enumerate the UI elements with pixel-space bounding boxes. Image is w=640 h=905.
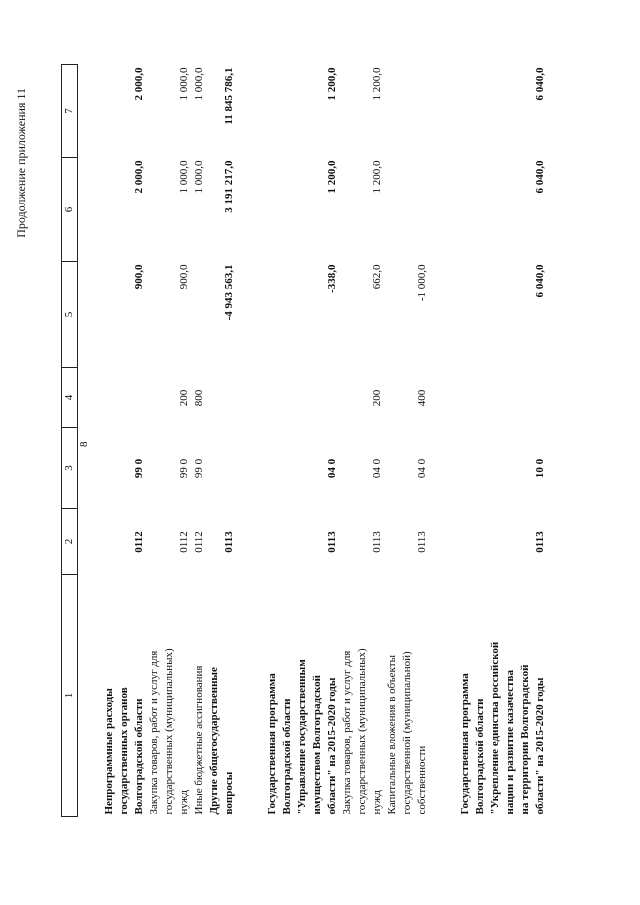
column-header-5: 5 <box>62 262 78 368</box>
row-name-line: "Управление государственным <box>296 659 308 815</box>
row-name <box>340 575 385 817</box>
row-name-line: на территории Волгоградской <box>519 664 531 815</box>
table-row <box>147 65 192 817</box>
amount-change: 900,0 <box>178 264 190 290</box>
column-header-6: 6 <box>62 158 78 262</box>
row-name-line: Другие общегосударственные <box>208 667 220 815</box>
section-code: 0112 <box>193 531 205 553</box>
row-name-line: государственной (муниципальной) <box>401 651 413 815</box>
amount-2017: 1 200,0 <box>326 160 338 194</box>
expense-type-code: 200 <box>178 389 190 407</box>
amount-2017 <box>385 158 430 262</box>
row-name <box>458 575 548 817</box>
amount-2017: 2 000,0 <box>133 160 145 194</box>
row-spacer <box>78 65 103 817</box>
amount-total: 6 040,0 <box>534 67 546 101</box>
row-spacer <box>237 65 265 817</box>
amount-2017: 1 000,0 <box>178 160 190 194</box>
column-header-4: 4 <box>62 368 78 428</box>
amount-change: -1 000,0 <box>416 264 428 302</box>
row-name-line: Волгоградской области <box>474 698 486 815</box>
target-article-code: 10 0 <box>534 458 546 479</box>
column-header-1: 1 <box>62 575 78 817</box>
target-article-code: 99 0 <box>133 458 145 479</box>
expense-type-code <box>102 368 147 428</box>
row-name <box>192 575 207 817</box>
amount-change: 6 040,0 <box>534 264 546 298</box>
table-row <box>340 65 385 817</box>
row-name-line: области" на 2015-2020 годы <box>326 677 338 815</box>
continuation-header: Продолжение приложения 11 <box>14 88 28 238</box>
target-article-code: 04 0 <box>371 458 383 479</box>
table-body <box>78 65 549 817</box>
row-name-line: области" на 2015-2020 годы <box>534 677 546 815</box>
table-row <box>192 65 207 817</box>
amount-2017: 6 040,0 <box>534 160 546 194</box>
target-article-code: 04 0 <box>326 458 338 479</box>
row-name-line: государственных (муниципальных) <box>356 648 368 815</box>
row-name-line: Иные бюджетные ассигнования <box>193 665 205 815</box>
row-name-line: нужд <box>371 790 383 815</box>
row-name-line: Закупка товаров, работ и услуг для <box>341 650 353 815</box>
row-name <box>385 575 430 817</box>
expense-type-code: 800 <box>193 389 205 407</box>
section-code: 0113 <box>326 531 338 553</box>
target-article-code <box>207 428 237 509</box>
section-code: 0112 <box>178 531 190 553</box>
row-spacer <box>430 65 458 817</box>
amount-total: 2 000,0 <box>133 67 145 101</box>
row-name-line: Государственная программа <box>459 673 471 815</box>
amount-2017: 3 191 217,0 <box>223 160 235 213</box>
amount-total: 1 200,0 <box>326 67 338 101</box>
amount-change: -4 943 563,1 <box>223 264 235 321</box>
amount-change: -338,0 <box>326 264 338 293</box>
column-header-3: 3 <box>62 428 78 509</box>
table-row <box>458 65 548 817</box>
table-row <box>385 65 430 817</box>
expense-type-code <box>265 368 340 428</box>
section-code: 0113 <box>223 531 235 553</box>
target-article-code: 99 0 <box>193 458 205 479</box>
row-name-line: собственности <box>416 745 428 815</box>
section-code: 0113 <box>534 531 546 553</box>
row-name-line: Государственная программа <box>266 673 278 815</box>
row-name-line: имуществом Волгоградской <box>311 675 323 815</box>
row-name-line: государственных органов <box>118 687 130 815</box>
row-name <box>147 575 192 817</box>
row-name-line: нужд <box>178 790 190 815</box>
target-article-code: 04 0 <box>416 458 428 479</box>
section-code: 0113 <box>416 531 428 553</box>
row-name <box>265 575 340 817</box>
table-row <box>265 65 340 817</box>
row-name-line: "Укрепление единства российской <box>489 641 501 815</box>
row-name-line: Закупка товаров, работ и услуг для <box>148 650 160 815</box>
column-header-2: 2 <box>62 509 78 575</box>
amount-total <box>385 65 430 158</box>
row-name-line: Волгоградской области <box>281 698 293 815</box>
amount-change <box>192 262 207 368</box>
expense-type-code <box>458 368 548 428</box>
amount-2017: 1 000,0 <box>193 160 205 194</box>
amount-2017: 1 200,0 <box>371 160 383 194</box>
row-name <box>102 575 147 817</box>
amount-total: 1 200,0 <box>371 67 383 101</box>
amount-change: 900,0 <box>133 264 145 290</box>
row-name-line: нации и развитие казачества <box>504 670 516 815</box>
page-number: 8 <box>78 441 90 447</box>
row-name <box>207 575 237 817</box>
amount-change: 662,0 <box>371 264 383 290</box>
row-name-line: Непрограммные расходы <box>103 688 115 815</box>
amount-total: 11 845 786,1 <box>223 67 235 125</box>
expense-type-code <box>207 368 237 428</box>
target-article-code: 99 0 <box>178 458 190 479</box>
expense-type-code: 200 <box>371 389 383 407</box>
column-header-7: 7 <box>62 65 78 158</box>
table-row <box>207 65 237 817</box>
amount-total: 1 000,0 <box>178 67 190 101</box>
budget-table <box>61 64 548 817</box>
section-code: 0113 <box>371 531 383 553</box>
row-name-line: Капитальные вложения в объекты <box>386 655 398 815</box>
row-name-line: вопросы <box>223 771 235 815</box>
table-row <box>102 65 147 817</box>
expense-type-code: 400 <box>416 389 428 407</box>
section-code: 0112 <box>133 531 145 553</box>
table-header-row <box>62 65 78 817</box>
row-name-line: Волгоградской области <box>133 698 145 815</box>
row-name-line: государственных (муниципальных) <box>163 648 175 815</box>
amount-total: 1 000,0 <box>193 67 205 101</box>
